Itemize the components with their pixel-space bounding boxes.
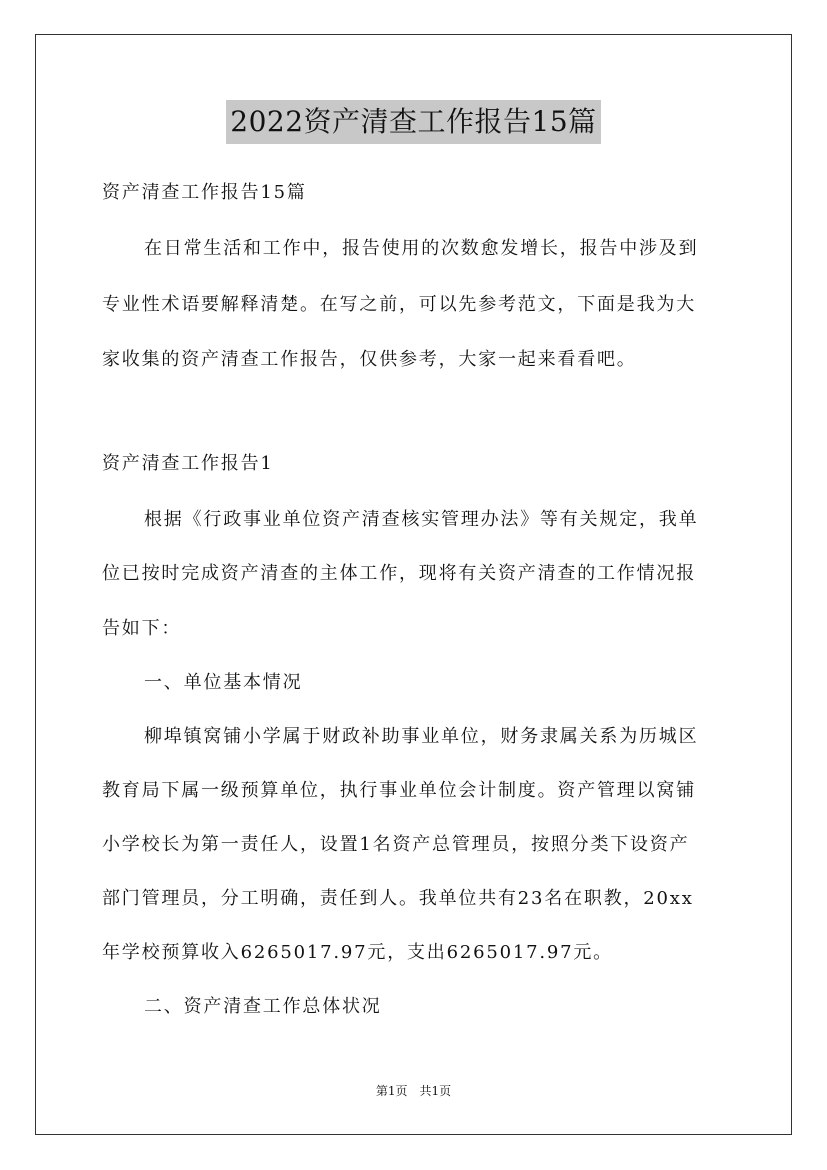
paragraph-line: 教育局下属一级预算单位，执行事业单位会计制度。资产管理以窝铺 (102, 780, 696, 801)
paragraph-line: 专业性术语要解释清楚。在写之前，可以先参考范文，下面是我为大 (102, 294, 696, 315)
page-number: 第1页 (375, 1084, 408, 1098)
paragraph-line: 在日常生活和工作中，报告使用的次数愈发增长，报告中涉及到 (144, 238, 699, 259)
paragraph-line: 位已按时完成资产清查的主体工作，现将有关资产清查的工作情况报 (102, 563, 696, 584)
paragraph-line: 柳埠镇窝铺小学属于财政补助事业单位，财务隶属关系为历城区 (144, 726, 699, 747)
paragraph-line: 部门管理员，分工明确，责任到人。我单位共有23名在职教，20xx (102, 888, 694, 909)
section-heading: 资产清查工作报告1 (102, 453, 274, 474)
paragraph-line: 告如下： (102, 618, 182, 639)
page-total: 共1页 (419, 1084, 452, 1098)
document-title: 2022资产清查工作报告15篇 (226, 100, 600, 144)
paragraph-line: 年学校预算收入6265017.97元，支出6265017.97元。 (102, 942, 613, 963)
paragraph-line: 家收集的资产清查工作报告，仅供参考，大家一起来看看吧。 (102, 349, 637, 370)
subsection-heading: 一、单位基本情况 (144, 672, 303, 693)
paragraph-line: 小学校长为第一责任人，设置1名资产总管理员，按照分类下设资产 (102, 834, 690, 855)
paragraph-line: 根据《行政事业单位资产清查核实管理办法》等有关规定，我单 (144, 509, 699, 530)
page-footer (0, 1083, 827, 1099)
subtitle: 资产清查工作报告15篇 (102, 182, 307, 203)
subsection-heading: 二、资产清查工作总体状况 (144, 996, 382, 1017)
